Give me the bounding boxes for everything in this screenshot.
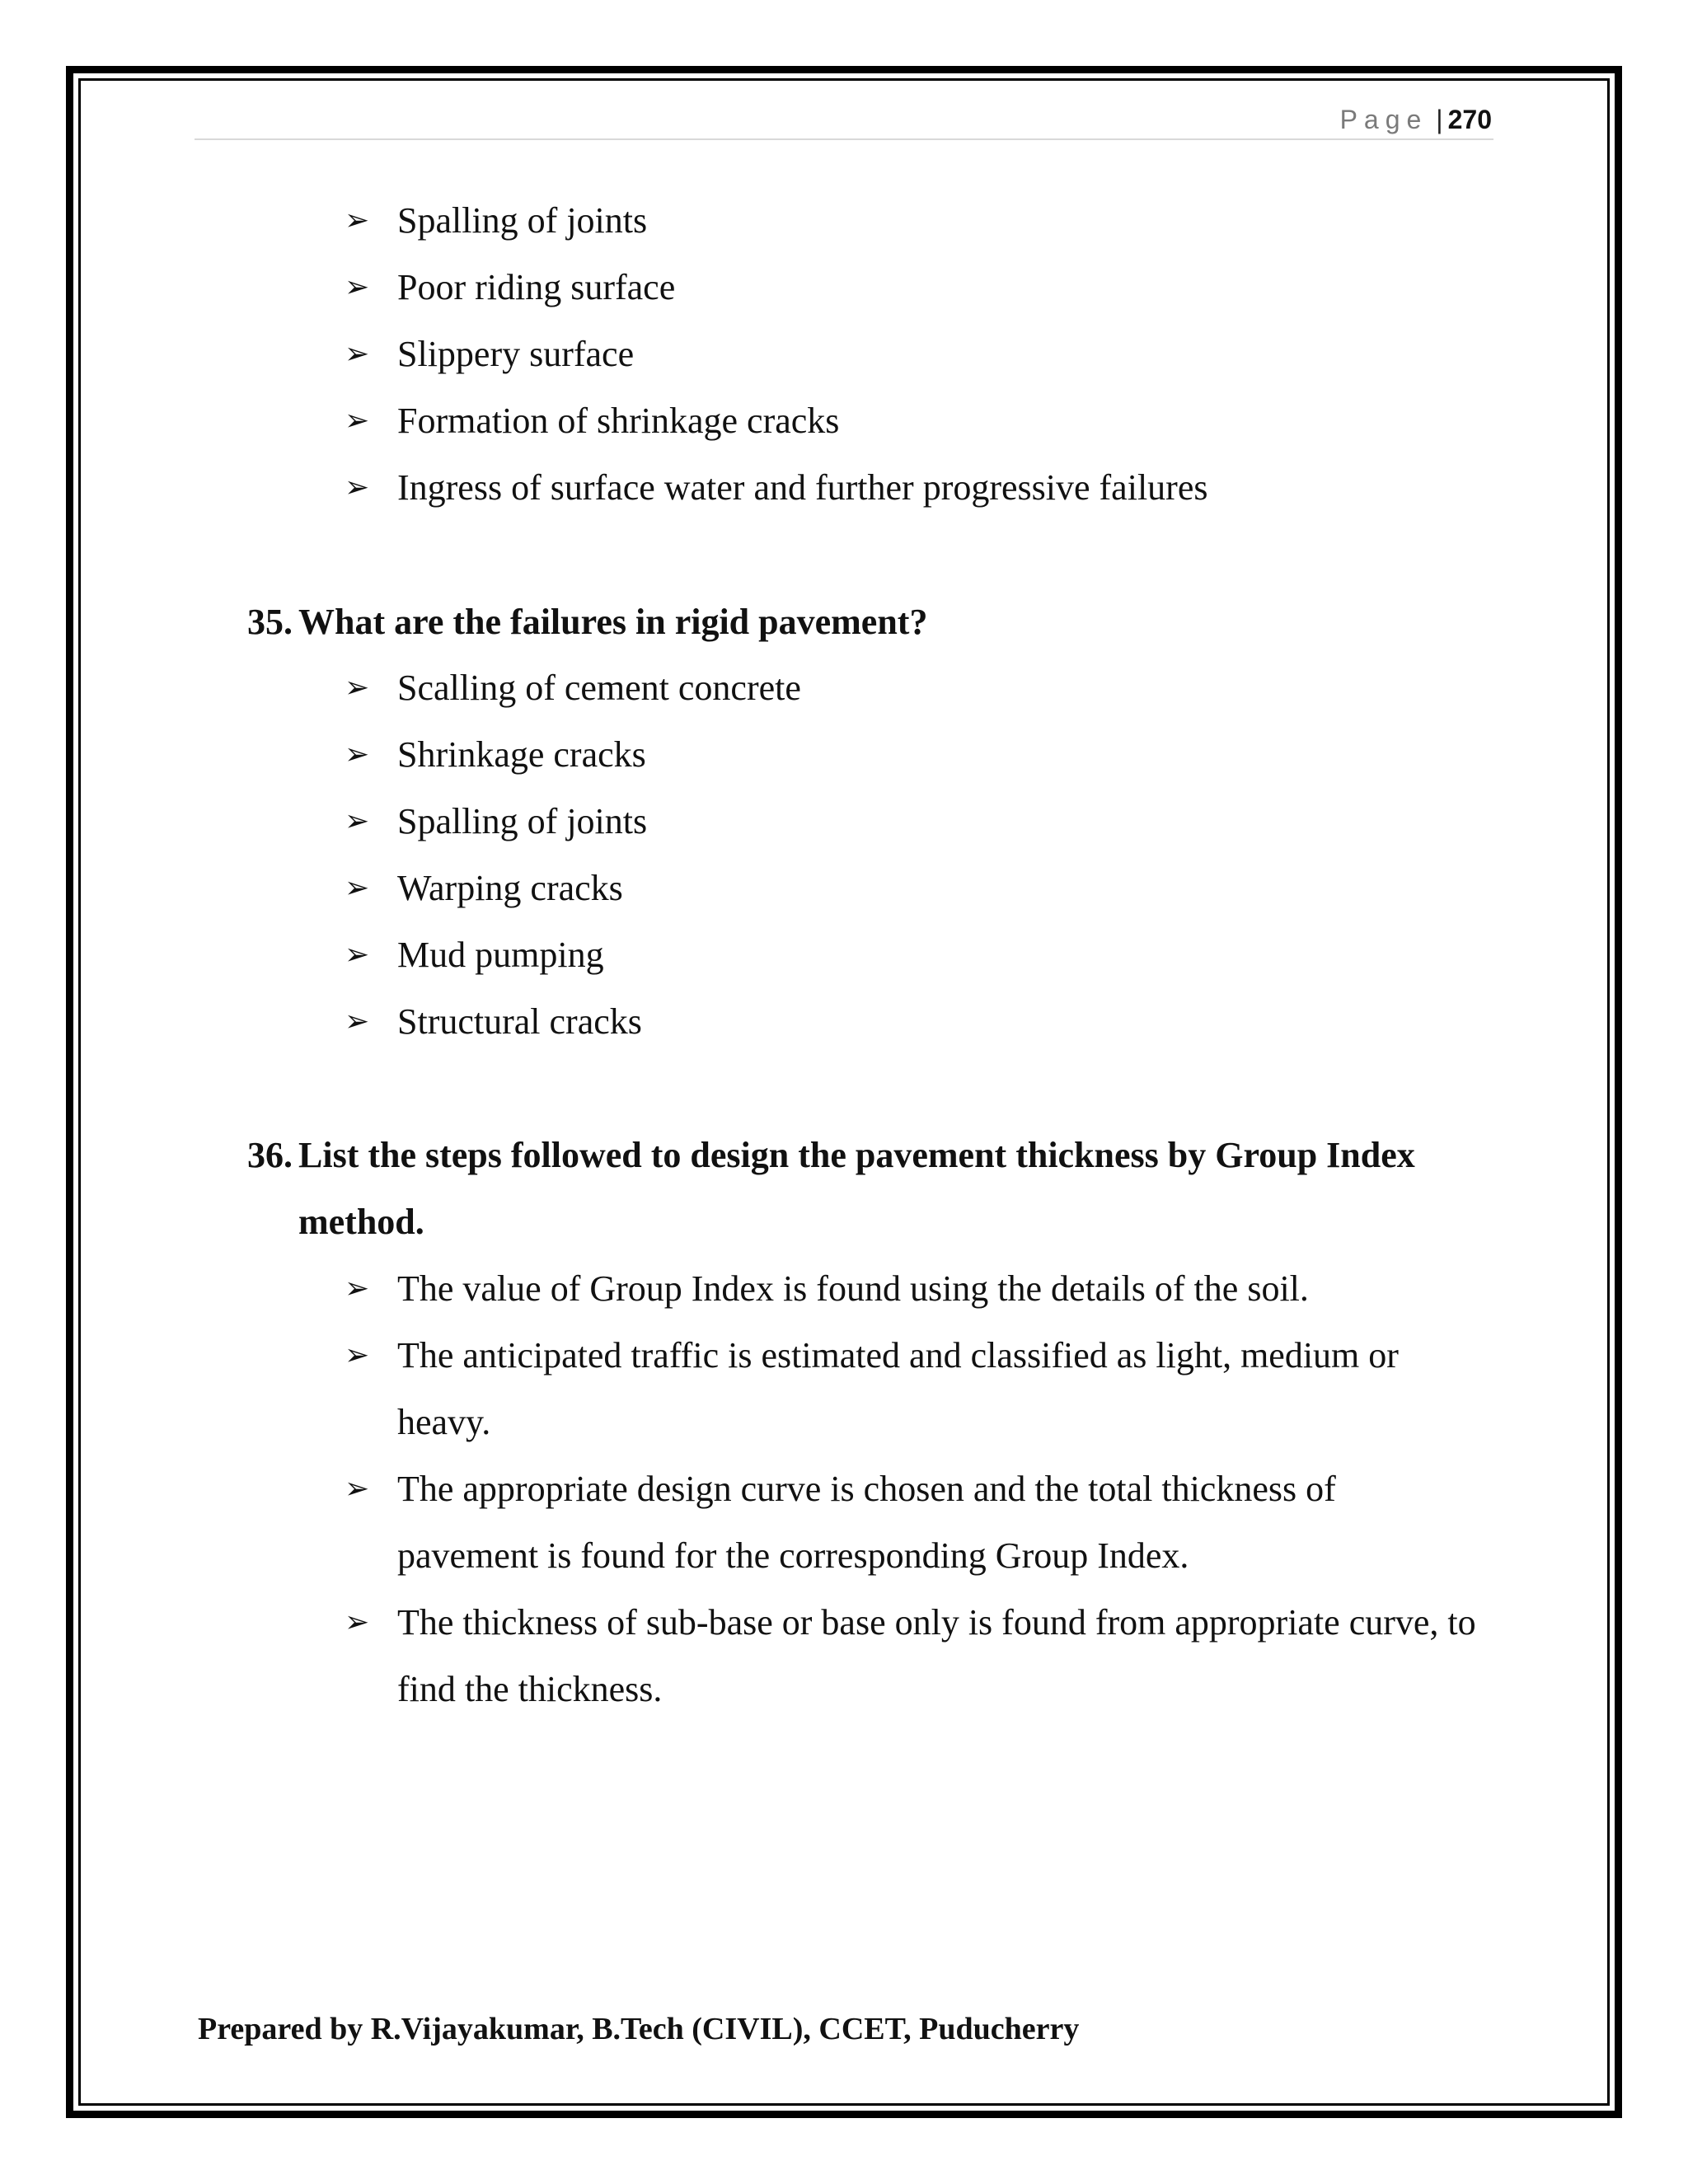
page-footer: Prepared by R.Vijayakumar, B.Tech (CIVIL), CCET, Puducherry <box>198 2012 1080 2046</box>
list-item-text: Mud pumping <box>397 935 604 975</box>
list-item-text: Structural cracks <box>397 1001 642 1042</box>
list-item-text: The thickness of sub-base or base only is found from appropriate curve, to find the thickness. <box>397 1602 1476 1709</box>
list-item <box>345 654 1482 721</box>
arrow-bullet-icon: ➢ <box>345 871 370 905</box>
list-item <box>345 454 1482 521</box>
list-item <box>345 1322 1482 1455</box>
list-item-text: Shrinkage cracks <box>397 734 646 775</box>
arrow-bullet-icon: ➢ <box>345 1272 370 1305</box>
arrow-bullet-icon: ➢ <box>345 671 370 705</box>
list-item-text: Scalling of cement concrete <box>397 668 801 708</box>
arrow-bullet-icon: ➢ <box>345 337 370 371</box>
list-item-text: Formation of shrinkage cracks <box>397 401 840 441</box>
arrow-bullet-icon: ➢ <box>345 938 370 972</box>
list-item <box>345 1589 1482 1722</box>
list-item-text: The value of Group Index is found using the details of the soil. <box>397 1268 1309 1309</box>
arrow-bullet-icon: ➢ <box>345 804 370 838</box>
page-number: 270 <box>1447 105 1492 134</box>
arrow-bullet-icon: ➢ <box>345 1605 370 1639</box>
arrow-bullet-icon: ➢ <box>345 404 370 438</box>
list-item <box>345 254 1482 321</box>
arrow-bullet-icon: ➢ <box>345 204 370 237</box>
page-separator: | <box>1436 105 1443 134</box>
arrow-bullet-icon: ➢ <box>345 1338 370 1372</box>
arrow-bullet-icon: ➢ <box>345 738 370 771</box>
list-item <box>345 721 1482 788</box>
list-item-text: Spalling of joints <box>397 200 648 241</box>
list-item-text: The appropriate design curve is chosen and the total thickness of pavement is found for the corresponding Group Index. <box>397 1469 1336 1576</box>
list-item <box>345 1455 1482 1589</box>
question-text: List the steps followed to design the pavement thickness by Group Index method. <box>298 1135 1415 1242</box>
page-label: Page <box>1339 105 1428 134</box>
arrow-bullet-icon: ➢ <box>345 471 370 504</box>
list-item-text: Slippery surface <box>397 334 635 374</box>
question-number: 36. <box>247 1135 293 1175</box>
list-item <box>345 187 1482 254</box>
question-heading <box>247 588 1500 655</box>
arrow-bullet-icon: ➢ <box>345 1472 370 1506</box>
list-item-text: The anticipated traffic is estimated and classified as light, medium or heavy. <box>397 1335 1399 1442</box>
header-divider <box>195 138 1493 140</box>
list-item-text: Warping cracks <box>397 868 623 908</box>
list-item <box>345 387 1482 454</box>
question-number: 35. <box>247 602 293 642</box>
list-item <box>345 855 1482 921</box>
list-item <box>345 788 1482 855</box>
list-item <box>345 988 1482 1055</box>
list-item <box>345 921 1482 988</box>
arrow-bullet-icon: ➢ <box>345 270 370 304</box>
page-header <box>1154 99 1492 140</box>
list-item-text: Ingress of surface water and further progressive failures <box>397 467 1208 508</box>
question-text: What are the failures in rigid pavement? <box>298 602 928 642</box>
list-item-text: Spalling of joints <box>397 801 648 841</box>
arrow-bullet-icon: ➢ <box>345 1005 370 1038</box>
list-item-text: Poor riding surface <box>397 267 676 307</box>
list-item <box>345 321 1482 387</box>
question-heading <box>247 1122 1500 1255</box>
list-item <box>345 1255 1482 1322</box>
